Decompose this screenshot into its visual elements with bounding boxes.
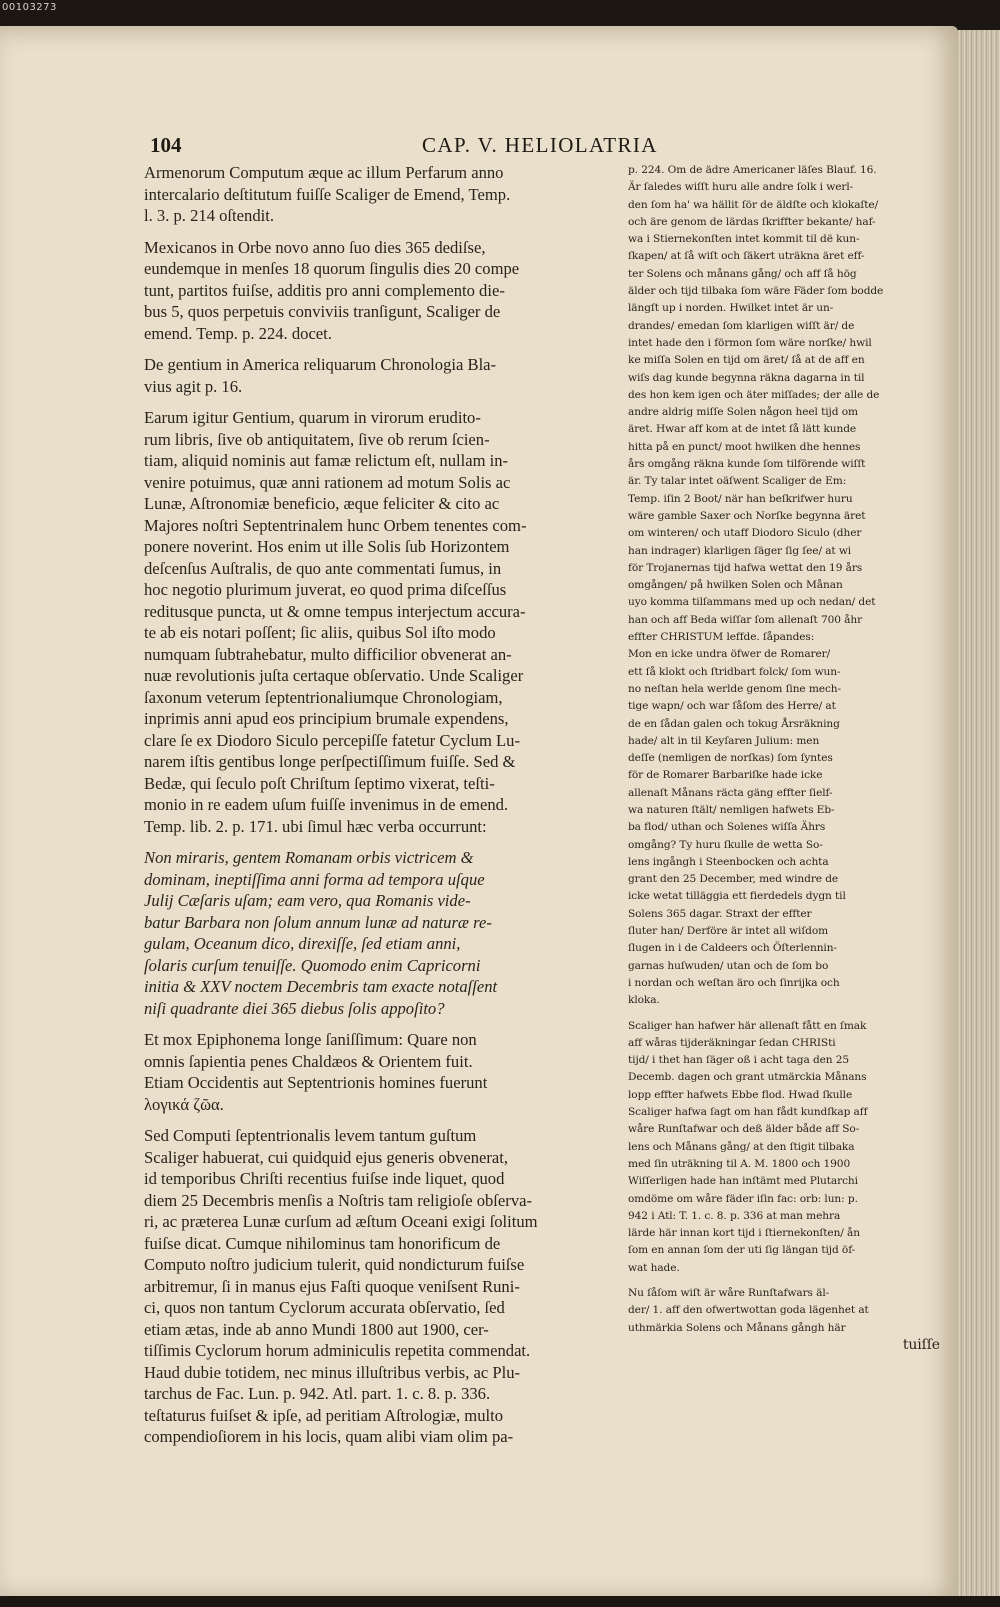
- text-line: äret. Hwar aff kom at de intet ſå lätt kunde: [628, 423, 857, 436]
- text-line: allenaſt Månans räcta gäng effter ſielf-: [628, 786, 833, 799]
- text-line: ſolaris curſum tenuiſſe. Quomodo enim Capricorni: [144, 955, 481, 975]
- paragraph: [144, 407, 620, 837]
- text-line: uyo komma tilſammans med up och nedan/ det: [628, 596, 876, 609]
- text-line: wåre Runſtafwar och deß älder både aff So-: [628, 1123, 860, 1136]
- text-line: andre aldrig miſſe Solen någon heel tijd om: [628, 406, 858, 419]
- text-line: p. 224. Om de ädre Americaner läſes Blauf. 16.: [628, 164, 877, 176]
- text-line: 942 i Atl: T. 1. c. 8. p. 336 at man mehra: [628, 1209, 841, 1222]
- text-line: der/ 1. aff den ofwertwottan goda lägenhet at: [628, 1304, 869, 1317]
- text-line: tige wapn/ och war ſåſom des Herre/ at: [628, 700, 836, 713]
- text-line: tarchus de Fac. Lun. p. 942. Atl. part. 1. c. 8. p. 336.: [144, 1384, 491, 1403]
- text-line: vius agit p. 16.: [144, 376, 243, 396]
- text-line: grant den 25 December, med windre de: [628, 873, 839, 886]
- text-line: Temp. iſin 2 Boot/ när han beſkrifwer huru: [628, 492, 853, 505]
- text-line: rum libris, ſive ob antiquitatem, ſive ob rerum ſcien-: [144, 429, 490, 449]
- text-line: bus 5, quos perpetuis conviviis tranſigunt, Scaliger de: [144, 302, 501, 321]
- text-line: de en ſådan galen och tokug Årsräkning: [628, 717, 840, 730]
- text-line: nuæ revolutionis juſta certaque obſervatio. Unde Scaliger: [144, 666, 524, 685]
- text-line: diem 25 Decembris menſis a Noſtris tam religioſe obſerva-: [144, 1190, 533, 1210]
- text-line: wa naturen ſtält/ nemligen hafwets Eb-: [628, 803, 835, 816]
- paragraph-gap: [144, 227, 620, 237]
- text-line: garnas huſwuden/ utan och de ſom bo: [628, 959, 829, 972]
- text-line: Julij Cæſaris uſam; eam vero, qua Romanis vide-: [144, 891, 471, 910]
- text-line: effter CHRISTUM leffde. ſåpandes:: [628, 631, 815, 644]
- text-line: Majores noſtri Septentrinalem hunc Orbem tenentes com-: [144, 515, 527, 535]
- text-line: uthmärkia Solens och Månans gångh här: [628, 1321, 846, 1334]
- text-line: älder och tijd tilbaka ſom wäre Fäder ſom bodde: [628, 285, 884, 298]
- text-line: teſtaturus fuiſset & ipſe, ad peritiam Aſtrologiæ, multo: [144, 1405, 504, 1425]
- text-line: ter Solens och månans gång/ och aff ſå hög: [628, 267, 857, 280]
- text-line: l. 3. p. 214 oſtendit.: [144, 206, 274, 225]
- text-line: och äre genom de lärdas ſkriffter bekante/ haf-: [628, 215, 876, 228]
- paragraph: [144, 847, 620, 1019]
- text-line: tiam, aliquid nominis aut famæ relictum eſt, nullam in-: [144, 451, 509, 470]
- text-line: compendioſiorem in his locis, quam alibi viam olim pa-: [144, 1427, 514, 1446]
- text-line: drandes/ emedan ſom klarligen wiſſt är/ de: [628, 319, 855, 332]
- paragraph: [144, 237, 620, 345]
- text-line: lens och Månans gång/ at den ſtigit tilbaka: [628, 1140, 855, 1153]
- text-line: ba flod/ uthan och Solenes wiſſa Ährs: [628, 821, 826, 834]
- text-line: Non miraris, gentem Romanam orbis victricem &: [144, 848, 474, 867]
- text-line: Et mox Epiphonema longe ſaniſſimum: Quare non: [144, 1030, 477, 1049]
- text-line: id temporibus Chriſti recentius fuiſse inde liquet, quod: [144, 1169, 505, 1188]
- text-line: Lunæ, Aſtronomiæ beneficio, æque feliciter & cito ac: [144, 494, 500, 513]
- text-line: wat hade.: [628, 1261, 680, 1274]
- text-line: med ſin uträkning til A. M. 1800 och 1900: [628, 1157, 851, 1170]
- manuscript-id: 00103273: [2, 2, 57, 13]
- text-line: deſſe (nemligen de norſkas) ſom ſyntes: [628, 752, 833, 765]
- text-line: Scaliger hafwa ſagt om han fådt kundſkap aff: [628, 1106, 868, 1119]
- text-line: Armenorum Computum æque ac illum Perfarum anno: [144, 163, 504, 182]
- text-line: lens ingångh i Steenbocken och achta: [628, 855, 829, 868]
- text-line: dominam, ineptiſſima anni forma ad tempora uſque: [144, 869, 485, 889]
- text-line: är. Ty talar intet oäſwent Scaliger de Em:: [628, 475, 847, 488]
- text-line: Bedæ, qui ſeculo poſt Chriſtum ſeptimo vixerat, teſti-: [144, 773, 495, 793]
- text-line: ſlugen in i de Caldeers och Öſterlennin-: [628, 942, 837, 955]
- text-line: för de Romarer Barbariſke hade icke: [628, 769, 823, 782]
- text-line: λογικά ζῶα.: [144, 1094, 224, 1114]
- text-line: lärde här innan kort tijd i ſtiernekonſten/ ån: [628, 1227, 860, 1240]
- text-line: inprimis anni apud eos principium brumale expendens,: [144, 709, 509, 728]
- text-line: icke wetat tilläggia ett fierdedels dygn til: [628, 890, 846, 903]
- text-line: Scaliger habuerat, cui quidquid ejus generis obvenerat,: [144, 1147, 509, 1167]
- text-line: ſom en annan ſom der uti ſig längan tijd öf-: [628, 1244, 856, 1257]
- text-line: ett ſå klokt och ſtridbart folck/ ſom wun-: [628, 665, 841, 678]
- text-line: ſluter han/ Derföre är intet all wiſdom: [628, 925, 829, 938]
- page-number: 104: [150, 133, 182, 157]
- running-header: [150, 133, 950, 163]
- page-edges: [958, 30, 1000, 1596]
- text-line: Earum igitur Gentium, quarum in virorum erudito-: [144, 408, 481, 427]
- text-line: ſaxonum veterum ſeptentrionaliumque Chronologiam,: [144, 687, 503, 707]
- text-line: Mon en icke undra öfwer de Romarer/: [628, 648, 831, 661]
- text-line: Decemb. dagen och grant utmärckia Månans: [628, 1071, 867, 1084]
- text-line: numquam ſubtrahebatur, multo difficilior obvenerat an-: [144, 644, 512, 664]
- text-line: Etiam Occidentis aut Septentrionis homines fuerunt: [144, 1073, 488, 1092]
- text-line: Sed Computi ſeptentrionalis levem tantum guſtum: [144, 1126, 477, 1145]
- text-line: omdöme om wåre fäder iſin fac: orb: lun: p.: [628, 1192, 858, 1205]
- paragraph-gap: [628, 1010, 940, 1018]
- text-line: tiſſimis Cyclorum horum adminiculis repetita commendat.: [144, 1341, 531, 1360]
- text-line: batur Barbara non ſolum annum lunæ ad naturæ re-: [144, 912, 492, 932]
- text-line: Är ſaledes wiſſt huru alle andre ſolk i werl-: [628, 181, 854, 194]
- paragraph: [628, 162, 940, 1010]
- text-line: De gentium in America reliquarum Chronologia Bla-: [144, 355, 497, 374]
- paragraph: [144, 354, 620, 397]
- catchword: tuiſſe: [902, 1336, 940, 1353]
- text-line: Scaliger han hafwer här allenaſt fått en ſmak: [628, 1019, 867, 1032]
- text-line: initia & XXV noctem Decembris tam exacte notaſſent: [144, 977, 498, 996]
- text-line: wa i Stiernekonſten intet kommit til dë kun-: [628, 233, 860, 246]
- text-line: ponere noverint. Hos enim ut ille Solis ſub Horizontem: [144, 537, 510, 556]
- text-line: no neſtan hela werlde genom ſine mech-: [628, 682, 841, 695]
- text-line: aff wåras tijderäkningar ſedan CHRISti: [628, 1036, 836, 1049]
- text-line: Mexicanos in Orbe novo anno ſuo dies 365 dediſse,: [144, 237, 486, 257]
- text-line: omgång? Ty huru ſkulle de wetta So-: [628, 838, 823, 851]
- text-line: deſcenſus Auſtralis, de quo ante commentati ſumus, in: [144, 558, 502, 578]
- paragraph: [144, 1125, 620, 1448]
- text-line: eundemque in menſes 18 quorum ſingulis dies 20 compe: [144, 259, 520, 278]
- text-line: hitta på en punct/ moot hwilken dhe hennes: [628, 440, 861, 453]
- text-line: narem iſtis gentibus longe perſpectiſſimum fuiſſe. Sed &: [144, 752, 516, 771]
- text-line: tunt, partitos fuiſse, additis pro anni complemento die-: [144, 280, 505, 300]
- text-line: venire potuimus, quæ anni rationem ad motum Solis ac: [144, 472, 511, 492]
- text-line: te ab eis notari poſſent; ſic aliis, quibus Sol iſto modo: [144, 623, 496, 642]
- swedish-column: [628, 162, 940, 1354]
- paragraph: [628, 1018, 940, 1277]
- text-line: wäre gamble Saxer och Norſke begynna äret: [628, 509, 866, 522]
- text-line: Nu ſåſom wiſt är wåre Runſtafwars äl-: [628, 1287, 830, 1299]
- text-line: niſi quadrante diei 365 diebus ſolis appoſito?: [144, 998, 445, 1018]
- paragraph-gap: [144, 397, 620, 407]
- text-line: lopp effter hafwets Ebbe flod. Hwad ſkulle: [628, 1088, 853, 1101]
- text-line: omnis ſapientia penes Chaldæos & Orientem fuit.: [144, 1051, 473, 1071]
- latin-column: [144, 162, 620, 1448]
- paragraph-gap: [628, 1277, 940, 1285]
- text-line: des hon kem igen och äter miſſades; der alle de: [628, 388, 880, 401]
- text-line: tijd/ i thet han ſäger oß i acht taga den 25: [628, 1054, 850, 1067]
- text-line: emend. Temp. p. 224. docet.: [144, 323, 332, 343]
- text-line: etiam ætas, inde ab anno Mundi 1800 aut 1900, cer-: [144, 1319, 489, 1339]
- paragraph-gap: [144, 837, 620, 847]
- text-line: för Trojanernas tijd hafwa wettat den 19 års: [628, 561, 863, 574]
- text-line: om winteren/ och utaff Diodoro Siculo (dher: [628, 527, 862, 540]
- text-line: arbitremur, ſi in manus ejus Faſti quoque veniſsent Runi-: [144, 1276, 520, 1296]
- text-line: Wiſſerligen hade han inſtämt med Plutarchi: [628, 1175, 858, 1188]
- paragraph: [628, 1285, 940, 1337]
- text-line: intercalario deſtitutum fuiſſe Scaliger de Emend, Temp.: [144, 184, 511, 204]
- text-line: hoc negotio plurimum juverat, eo quod prima diſceſſus: [144, 580, 507, 599]
- text-line: Computo noſtro judicium tulerit, quid nondicturum fuiſse: [144, 1255, 525, 1274]
- text-line: ke miſſa Solen en tijd om äret/ ſå at de aff en: [628, 354, 865, 367]
- text-line: han och aff Beda wiſſar ſom allenaſt 700 åhr: [628, 613, 863, 626]
- text-line: ſkapen/ at ſå wiſt och ſäkert uträkna äret eff-: [628, 250, 865, 263]
- text-line: intet hade den i förmon ſom wäre norſke/ hwil: [628, 336, 872, 349]
- text-line: ri, ac præterea Lunæ curſum ad æſtum Oceani exigi ſolitum: [144, 1212, 538, 1231]
- text-line: hade/ alt in til Keyſaren Julium: men: [628, 734, 820, 747]
- text-line: reditusque puncta, ut & omne tempus interjectum accura-: [144, 601, 526, 621]
- text-line: monio in re eadem uſum fuiſſe invenimus in de emend.: [144, 795, 509, 814]
- running-title: CAP. V. HELIOLATRIA: [422, 133, 658, 157]
- text-line: Solens 365 dagar. Straxt der effter: [628, 907, 812, 920]
- text-line: längſt up i norden. Hwilket intet är un-: [628, 302, 834, 315]
- text-line: i nordan och weſtan äro och ſinrijka och: [628, 976, 840, 989]
- paragraph-gap: [144, 1115, 620, 1125]
- text-line: Temp. lib. 2. p. 171. ubi ſimul hæc verba occurrunt:: [144, 816, 487, 836]
- text-line: kloka.: [628, 994, 660, 1007]
- text-line: han indrager) klarligen ſäger ſig ſee/ at wi: [628, 544, 852, 557]
- text-line: den ſom ha' wa hällit ſör de äldſte och klokaſte/: [628, 198, 879, 211]
- text-line: års omgång räkna kunde ſom tilförende wiſſt: [628, 458, 866, 471]
- text-line: wiſs dag kunde begynna räkna dagarna in til: [628, 371, 865, 384]
- paragraph-gap: [144, 1019, 620, 1029]
- paragraph: [144, 1029, 620, 1115]
- paragraph-gap: [144, 344, 620, 354]
- text-line: fuiſse dicat. Cumque nihilominus tam honorificum de: [144, 1233, 501, 1253]
- text-line: gulam, Oceanum dico, direxiſſe, ſed etiam anni,: [144, 934, 461, 953]
- text-line: omgången/ på hwilken Solen och Månan: [628, 579, 843, 592]
- text-line: clare ſe ex Diodoro Siculo percepiſſe fatetur Cyclum Lu-: [144, 730, 520, 750]
- text-line: ci, quos non tantum Cyclorum accurata obſervatio, ſed: [144, 1298, 505, 1317]
- paragraph: [144, 162, 620, 227]
- text-line: Haud dubie totidem, nec minus illuſtribus verbis, ac Plu-: [144, 1362, 521, 1382]
